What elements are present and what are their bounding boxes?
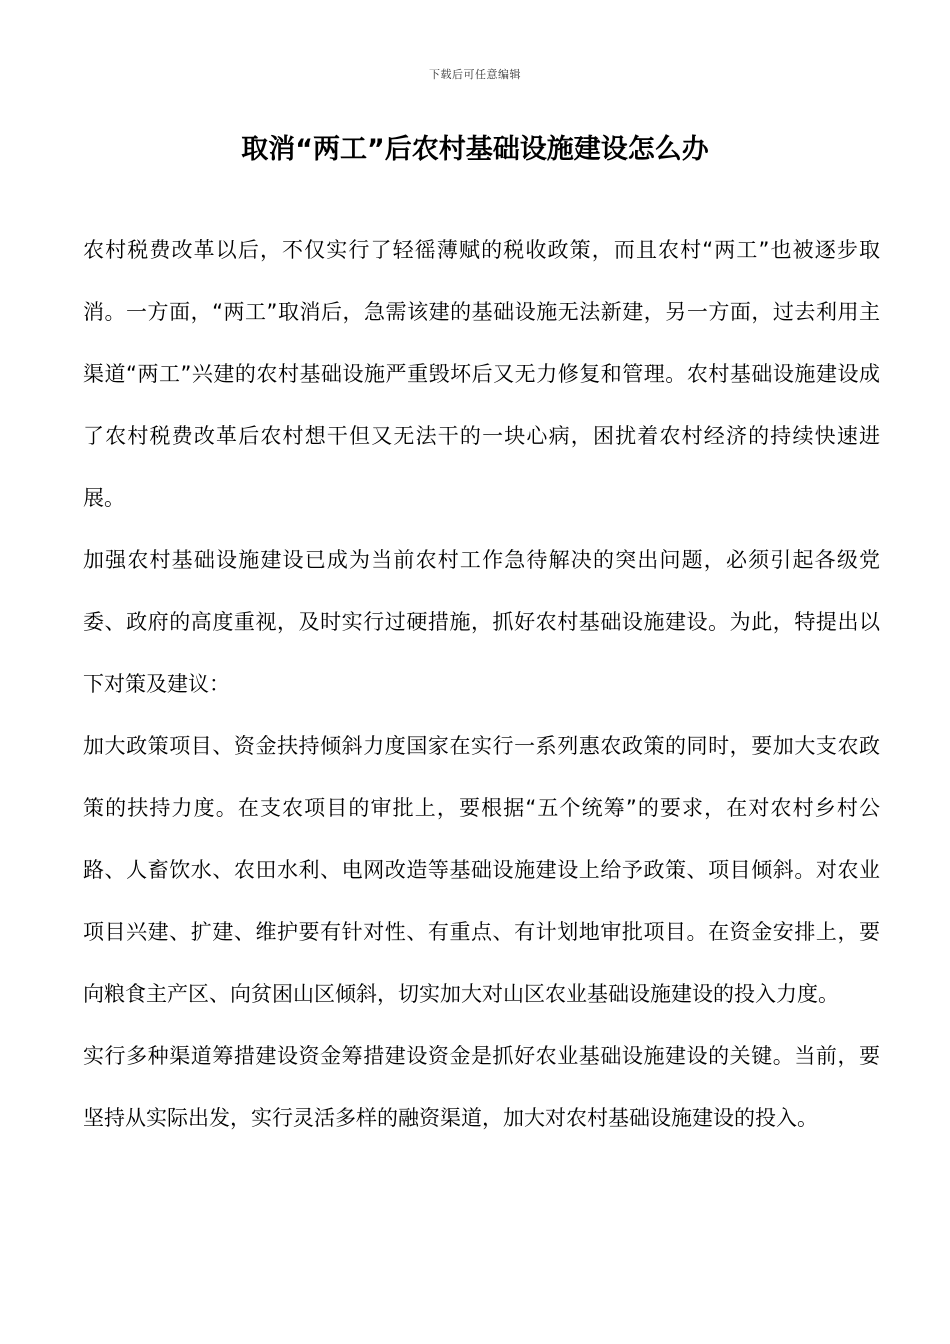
paragraph-1: 农村税费改革以后，不仅实行了轻徭薄赋的税收政策，而且农村“两工”也被逐步取消。一方面，“两工”取消后，急需该建的基础设施无法新建，另一方面，过去利用主渠道“两工”兴建的农村基础设施严重毁坏后又无力修复和管理。农村基础设施建设成了农村税费改革后农村想干但又无法干的一块心病，困扰着农村经济的持续快速进展。: [83, 238, 880, 510]
document-body: [83, 219, 880, 1149]
paragraph-2: 加强农村基础设施建设已成为当前农村工作急待解决的突出问题，必须引起各级党委、政府的高度重视，及时实行过硬措施，抓好农村基础设施建设。为此，特提出以下对策及建议：: [83, 548, 880, 696]
document-title: 取消“两工”后农村基础设施建设怎么办: [241, 134, 709, 165]
paragraph-3: 加大政策项目、资金扶持倾斜力度国家在实行一系列惠农政策的同时，要加大支农政策的扶持力度。在支农项目的审批上，要根据“五个统筹”的要求，在对农村乡村公路、人畜饮水、农田水利、电网改造等基础设施建设上给予政策、项目倾斜。对农业项目兴建、扩建、维护要有针对性、有重点、有计划地审批项目。在资金安排上，要向粮食主产区、向贫困山区倾斜，切实加大对山区农业基础设施建设的投入力度。: [83, 734, 880, 1006]
paragraph-4: 实行多种渠道筹措建设资金筹措建设资金是抓好农业基础设施建设的关键。当前，要坚持从实际出发，实行灵活多样的融资渠道，加大对农村基础设施建设的投入。: [83, 1044, 880, 1130]
header-note: 下载后可任意编辑: [429, 68, 521, 81]
